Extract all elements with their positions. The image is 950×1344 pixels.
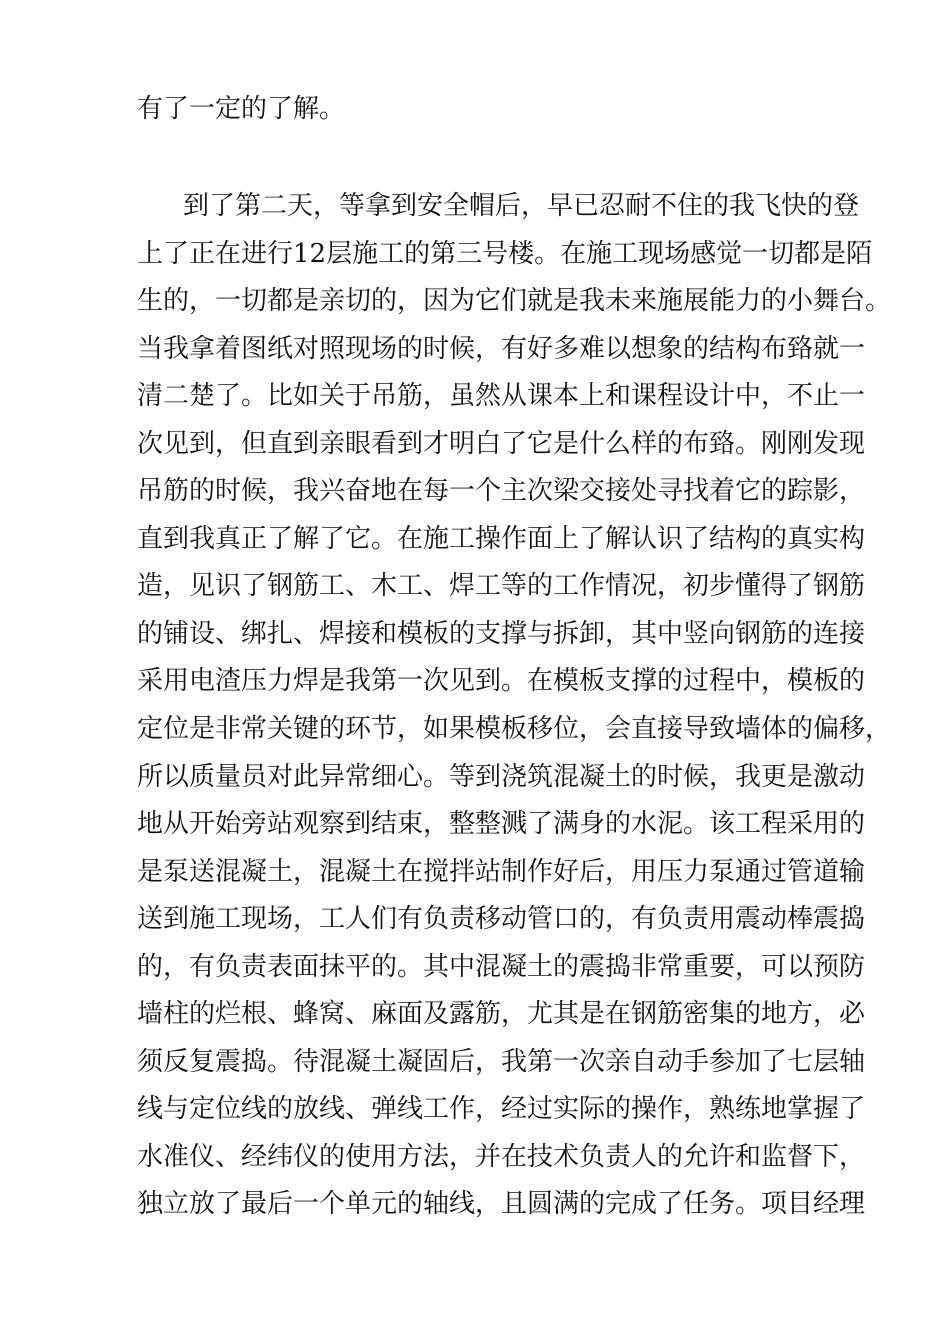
- text-line: 独立放了最后一个单元的轴线，且圆满的完成了任务。项目经理: [137, 1189, 866, 1220]
- text-line: 到了第二天，等拿到安全帽后，早已忍耐不住的我飞快的登: [183, 191, 860, 221]
- paragraph-1: [137, 86, 817, 134]
- text-line: 所以质量员对此异常细心。等到浇筑混凝土的时候，我更是激动: [137, 761, 866, 792]
- paragraph-2: [137, 183, 892, 1229]
- text-line: 次见到，但直到亲眼看到才明白了它是什么样的布臵。刚刚发现: [137, 428, 866, 459]
- text-line: 吊筋的时候，我兴奋地在每一个主次梁交接处寻找着它的踪影，: [137, 476, 866, 507]
- text-line: 当我拿着图纸对照现场的时候，有好多难以想象的结构布臵就一: [137, 333, 866, 364]
- text-line: 造，见识了钢筋工、木工、焊工等的工作情况，初步懂得了钢筋: [137, 571, 866, 602]
- text-line: 线与定位线的放线、弹线工作，经过实际的操作，熟练地掌握了: [137, 1094, 866, 1125]
- text-line: 有了一定的了解。: [137, 94, 346, 124]
- text-line: 送到施工现场，工人们有负责移动管口的，有负责用震动棒震捣: [137, 904, 866, 935]
- text-line: 清二楚了。比如关于吊筋，虽然从课本上和课程设计中，不止一: [137, 381, 866, 412]
- text-line: 墙柱的烂根、蜂窝、麻面及露筋，尤其是在钢筋密集的地方，必: [137, 999, 866, 1030]
- text-line: 须反复震捣。待混凝土凝固后，我第一次亲自动手参加了七层轴: [137, 1046, 866, 1077]
- text-line: 的铺设、绑扎、焊接和模板的支撑与拆卸，其中竖向钢筋的连接: [137, 618, 866, 649]
- text-line: 上了正在进行12层施工的第三号楼。在施工现场感觉一切都是陌: [137, 238, 873, 269]
- text-line: 是泵送混凝土，混凝土在搅拌站制作好后，用压力泵通过管道输: [137, 856, 866, 887]
- text-line: 生的，一切都是亲切的，因为它们就是我未来施展能力的小舞台。: [137, 286, 892, 317]
- text-line: 地从开始旁站观察到结束，整整溅了满身的水泥。该工程采用的: [137, 809, 866, 840]
- text-line: 的，有负责表面抹平的。其中混凝土的震捣非常重要，可以预防: [137, 951, 866, 982]
- text-line: 水准仪、经纬仪的使用方法，并在技术负责人的允许和监督下，: [137, 1141, 866, 1172]
- text-line: 定位是非常关键的环节，如果模板移位，会直接导致墙体的偏移，: [137, 714, 892, 745]
- text-line: 直到我真正了解了它。在施工操作面上了解认识了结构的真实构: [137, 523, 866, 554]
- text-line: 采用电渣压力焊是我第一次见到。在模板支撑的过程中，模板的: [137, 666, 866, 697]
